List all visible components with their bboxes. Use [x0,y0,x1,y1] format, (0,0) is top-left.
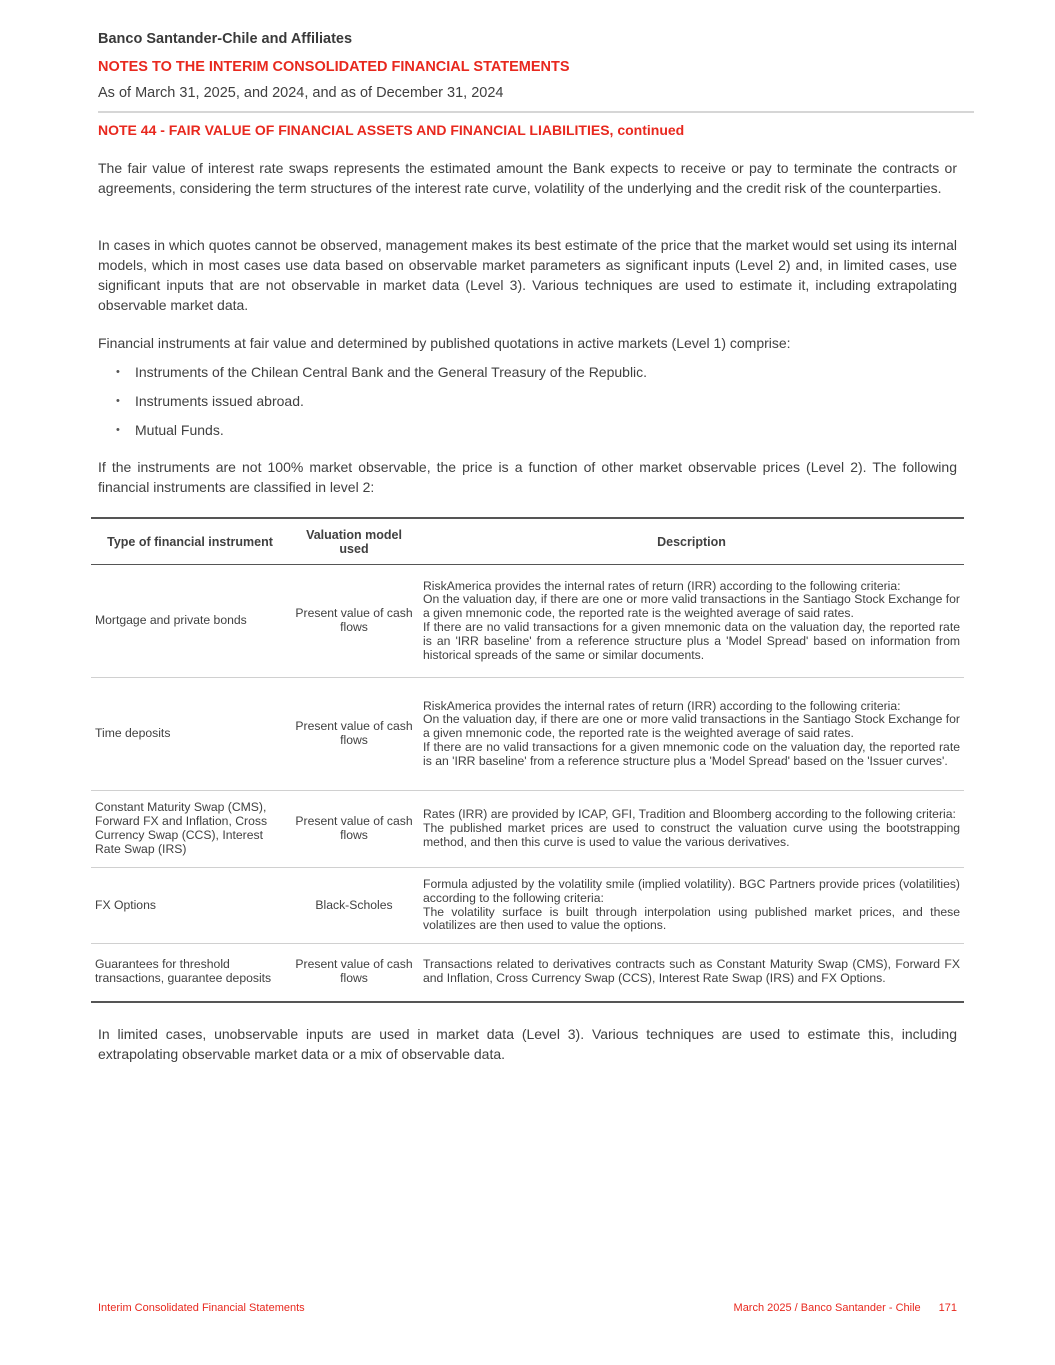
footer-right [734,1302,957,1314]
table-row [91,944,964,1002]
header-divider [98,111,974,113]
list-item [116,362,647,391]
cell-description [419,791,964,868]
footer-period: March 2025 / Banco Santander - Chile [733,1302,921,1314]
cell-description [419,678,964,791]
notes-title: NOTES TO THE INTERIM CONSOLIDATED FINANCIAL STATEMENTS [98,59,570,75]
cell-model: Present value of cash flows [289,565,419,678]
paragraph-level2-intro: If the instruments are not 100% market observable, the price is a function of other market observable prices (Level 2). The following financial instruments are classified in level 2: [98,459,957,495]
paragraph-level3: In limited cases, unobservable inputs are used in market data (Level 3). Various techniques are used to estimate this, including extrapolating observable market data or a mix of observable data. [98,1026,957,1062]
paragraph-unobservable-quotes: In cases in which quotes cannot be observed, management makes its best estimate of the price that the market would set using its internal models, which in most cases use data based on observable market parameters as significant inputs (Level 2) and, in limited cases, use significant inputs that are not observable in market data (Level 3). Various techniques are used to estimate it, including extrapolating observable market data. [98,237,957,313]
cell-type: Time deposits [91,678,289,791]
cell-description [419,944,964,1002]
cell-description [419,868,964,944]
description-line: If there are no valid transactions for a given mnemonic code on the valuation day, the reported rate is an 'IRR baseline' from a reference structure plus a 'Model Spread' based on the 'Issuer curves'. [423,739,960,768]
description-line: If there are no valid transactions for a given mnemonic data on the valuation day, the reported rate is an 'IRR baseline' from a reference structure plus a 'Model Spread' based on information from historical spreads of the same or similar documents. [423,620,960,662]
list-item [116,391,647,420]
list-item-text: Mutual Funds. [135,422,224,438]
bullet-icon: • [116,395,120,407]
paragraph-swaps: The fair value of interest rate swaps represents the estimated amount the Bank expects to receive or pay to terminate the contracts or agreements, considering the term structures of the interest rate curve, volatility of the underlying and the credit risk of the counterparties. [98,160,957,196]
table-row [91,868,964,944]
cell-type: FX Options [91,868,289,944]
description-line: On the valuation day, if there are one or more valid transactions in the Santiago Stock Exchange for a given mnemonic code, the reported rate is the weighted average of said rates. [423,592,960,621]
table-row [91,565,964,678]
description-line: The volatility surface is built through interpolation using published market prices, and these volatilizes are then used to value the options. [423,904,960,933]
company-name: Banco Santander-Chile and Affiliates [98,31,353,47]
description-line: Formula adjusted by the volatility smile (implied volatility). BGC Partners provide prices (volatilities) according to the following criteria: [423,876,960,905]
cell-model: Present value of cash flows [289,678,419,791]
paragraph-level1-intro: Financial instruments at fair value and determined by published quotations in active markets (Level 1) comprise: [98,335,791,351]
bullet-icon: • [116,366,120,378]
date-line: As of March 31, 2025, and 2024, and as of December 31, 2024 [98,85,504,101]
description-line: Rates (IRR) are provided by ICAP, GFI, Tradition and Bloomberg according to the following criteria: [423,807,956,822]
list-item-text: Instruments of the Chilean Central Bank and the General Treasury of the Republic. [135,364,648,380]
level1-list [116,362,647,449]
cell-type: Guarantees for threshold transactions, guarantee deposits [91,944,289,1002]
footer-document-title: Interim Consolidated Financial Statements [98,1302,305,1314]
description-line: Transactions related to derivatives contracts such as Constant Maturity Swap (CMS), Forward FX and Inflation, Cross Currency Swap (CCS), Interest Rate Swap (IRS) and FX Options. [423,957,960,986]
description-line: RiskAmerica provides the internal rates of return (IRR) according to the following criteria: [423,578,901,593]
header-type: Type of financial instrument [91,518,289,565]
cell-type: Mortgage and private bonds [91,565,289,678]
level2-instruments-table [91,517,964,1003]
table-row [91,791,964,868]
cell-model: Black-Scholes [289,868,419,944]
cell-model: Present value of cash flows [289,944,419,1002]
header-model: Valuation model used [289,518,419,565]
list-item-text: Instruments issued abroad. [135,393,304,409]
bullet-icon: • [116,424,120,436]
list-item [116,420,647,449]
cell-type: Constant Maturity Swap (CMS), Forward FX and Inflation, Cross Currency Swap (CCS), Interest Rate Swap (IRS) [91,791,289,868]
description-line: RiskAmerica provides the internal rates of return (IRR) according to the following criteria: [423,698,901,713]
header-description: Description [419,518,964,565]
page-number: 171 [938,1302,957,1314]
cell-description [419,565,964,678]
note-title: NOTE 44 - FAIR VALUE OF FINANCIAL ASSETS AND FINANCIAL LIABILITIES, continued [98,122,685,138]
table-header-row [91,518,964,565]
table-row [91,678,964,791]
cell-model: Present value of cash flows [289,791,419,868]
description-line: The published market prices are used to construct the valuation curve using the bootstrapping method, and then this curve is used to value the various derivatives. [423,821,960,849]
description-line: On the valuation day, if there are one or more valid transactions in the Santiago Stock Exchange for a given mnemonic code, the reported rate is the weighted average of said rates. [423,712,960,741]
